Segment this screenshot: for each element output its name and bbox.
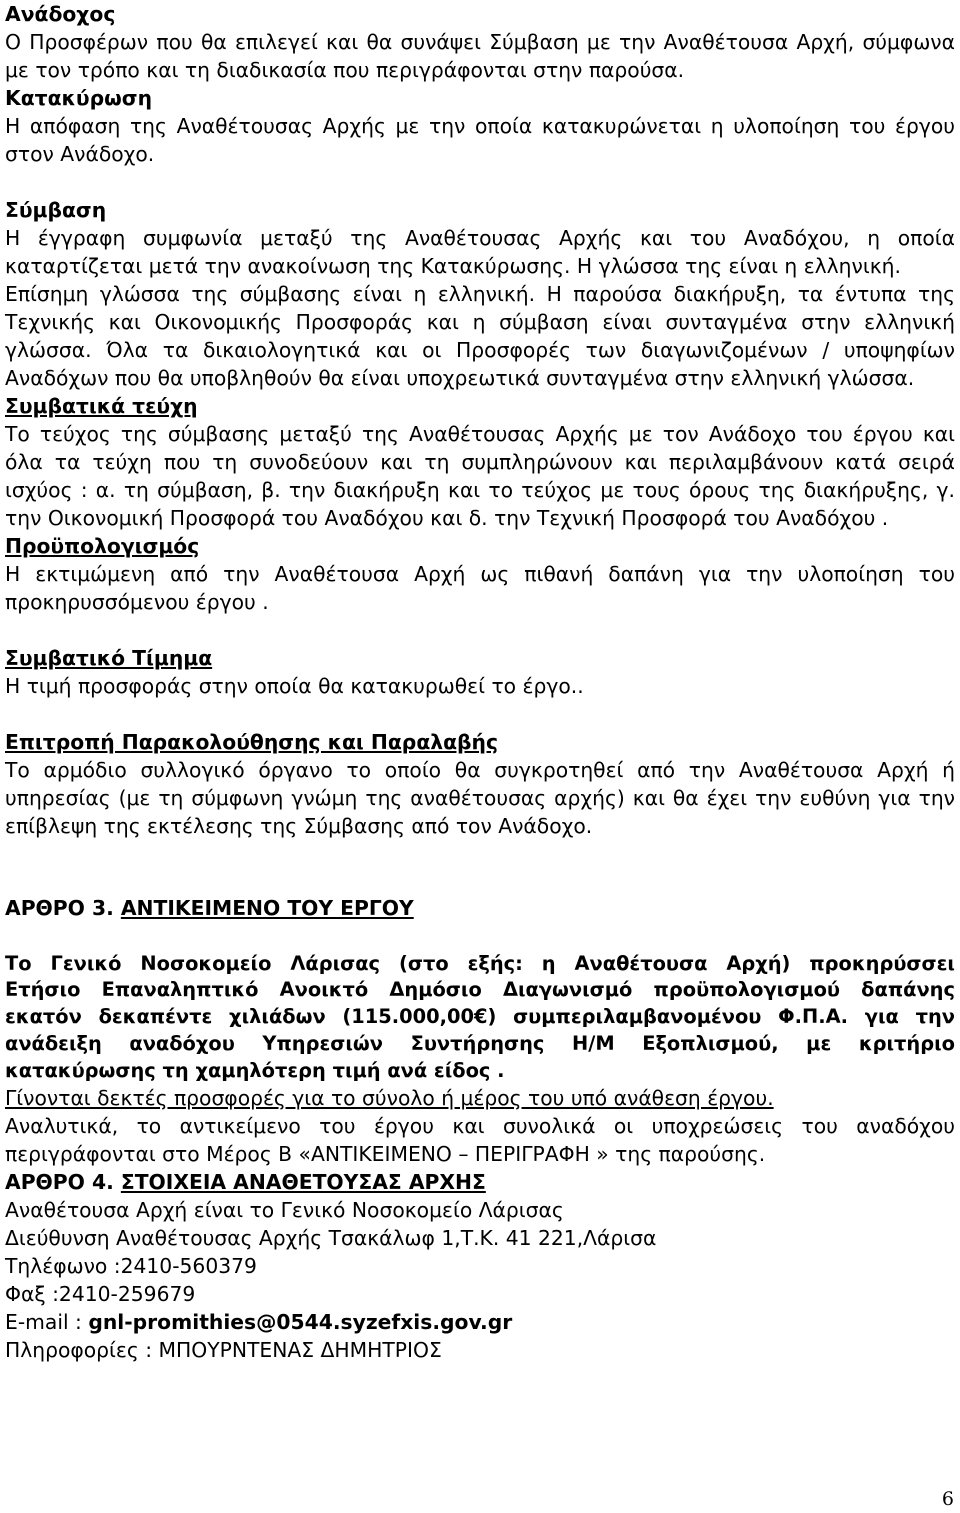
- info-line: Πληροφορίες : ΜΠΟΥΡΝΤΕΝΑΣ ΔΗΜΗΤΡΙΟΣ: [5, 1338, 442, 1362]
- heading-arthro-3: [5, 895, 955, 921]
- heading-arthro-4: [5, 1169, 955, 1195]
- arthro-3-number: ΑΡΘΡΟ 3.: [5, 896, 121, 920]
- arthro-3-bold-line-1: Το Γενικό Νοσοκομείο Λάρισας (στο εξής: η Αναθέτουσα Αρχή) προκηρύσσει: [5, 952, 955, 975]
- epitropi-line-2: υπηρεσίας (με τη σύμφωνη γνώμη της αναθέτουσας αρχής) και θα έχει την ευθύνη για την: [5, 786, 955, 810]
- tefxi-line-1: Το τεύχος της σύμβασης μεταξύ της Αναθέτουσας Αρχής με τον Ανάδοχο του έργου και: [5, 422, 955, 446]
- heading-symvatika-tefxi: Συμβατικά τεύχη: [5, 394, 198, 418]
- tefxi-line-3: ισχύος : α. τη σύμβαση, β. την διακήρυξη και το τεύχος με τους όρους της διακήρυξης, γ.: [5, 478, 955, 502]
- email-line: [5, 1309, 955, 1335]
- anadoxos-line-2: με τον τρόπο και τη διαδικασία που περιγράφονται στην παρούσα.: [5, 58, 685, 82]
- email-address[interactable]: gnl-promithies@0544.syzefxis.gov.gr: [88, 1310, 513, 1334]
- timima-line-1: Η τιμή προσφοράς στην οποία θα κατακυρωθεί το έργο..: [5, 674, 584, 698]
- heading-proypologismos: Προϋπολογισμός: [5, 534, 200, 558]
- phone-line: Τηλέφωνο :2410-560379: [5, 1254, 257, 1278]
- heading-epitropi: Επιτροπή Παρακολούθησης και Παραλαβής: [5, 730, 498, 754]
- symvasi-line-1: Η έγγραφη συμφωνία μεταξύ της Αναθέτουσας Αρχής και του Αναδόχου, η οποία: [5, 226, 955, 250]
- arthro-3-line-2: περιγράφονται στο Μέρος Β «ΑΝΤΙΚΕΙΜΕΝΟ – ΠΕΡΙΓΡΑΦΗ » της παρούσης.: [5, 1142, 766, 1166]
- page-number: 6: [941, 1488, 954, 1510]
- arthro-3-title: ΑΝΤΙΚΕΙΜΕΝΟ ΤΟΥ ΕΡΓΟΥ: [120, 896, 414, 920]
- heading-symvatiko-timima: Συμβατικό Τίμημα: [5, 646, 213, 670]
- arthro-4-number: ΑΡΘΡΟ 4.: [5, 1170, 121, 1194]
- authority-line: Αναθέτουσα Αρχή είναι το Γενικό Νοσοκομείο Λάρισας: [5, 1198, 564, 1222]
- symvasi-line-2: καταρτίζεται μετά την ανακοίνωση της Κατακύρωσης. Η γλώσσα της είναι η ελληνική.: [5, 254, 901, 278]
- arthro-3-bold-line-3: εκατόν δεκαπέντε χιλιάδων (115.000,00€) συμπεριλαμβανομένου Φ.Π.Α. για την: [5, 1005, 955, 1028]
- tefxi-line-4: την Οικονομική Προσφορά του Αναδόχου και δ. την Τεχνική Προσφορά του Αναδόχου .: [5, 506, 889, 530]
- proypologismos-line-2: προκηρυσσόμενου έργου .: [5, 590, 269, 614]
- epitropi-line-3: επίβλεψη της εκτέλεσης της Σύμβασης από τον Ανάδοχο.: [5, 814, 593, 838]
- symvasi-line-3: Επίσημη γλώσσα της σύμβασης είναι η ελληνική. Η παρούσα διακήρυξη, τα έντυπα της: [5, 282, 955, 306]
- arthro-3-bold-line-5: κατακύρωσης τη χαμηλότερη τιμή ανά είδος .: [5, 1059, 505, 1082]
- anadoxos-line-1: Ο Προσφέρων που θα επιλεγεί και θα συνάψει Σύμβαση με την Αναθέτουσα Αρχή, σύμφωνα: [5, 30, 955, 54]
- katakyrosi-line-1: Η απόφαση της Αναθέτουσας Αρχής με την οποία κατακυρώνεται η υλοποίηση του έργου: [5, 114, 955, 138]
- tefxi-line-2: όλα τα τεύχη που τη συνοδεύουν και τη συμπληρώνουν και περιλαμβάνουν κατά σειρά: [5, 450, 955, 474]
- heading-katakyrosi: Κατακύρωση: [5, 86, 153, 110]
- arthro-3-line-1: Αναλυτικά, το αντικείμενο του έργου και συνολικά οι υποχρεώσεις του αναδόχου: [5, 1114, 955, 1138]
- proypologismos-line-1: Η εκτιμώμενη από την Αναθέτουσα Αρχή ως πιθανή δαπάνη για την υλοποίηση του: [5, 562, 955, 586]
- arthro-3-bold-line-2: Ετήσιο Επαναληπτικό Ανοικτό Δημόσιο Διαγωνισμό προϋπολογισμού δαπάνης: [5, 978, 955, 1001]
- symvasi-line-5: γλώσσα. Όλα τα δικαιολογητικά και οι Προσφορές των διαγωνιζομένων / υποψηφίων: [5, 338, 955, 362]
- arthro-4-title: ΣΤΟΙΧΕΙΑ ΑΝΑΘΕΤΟΥΣΑΣ ΑΡΧΗΣ: [120, 1170, 486, 1194]
- symvasi-line-6: Αναδόχων που θα υποβληθούν θα είναι υποχρεωτικά συνταγμένα στην ελληνική γλώσσα.: [5, 366, 915, 390]
- email-label: E-mail :: [5, 1310, 89, 1334]
- symvasi-line-4: Τεχνικής και Οικονομικής Προσφοράς και η σύμβαση είναι συνταγμένα στην ελληνική: [5, 310, 955, 334]
- arthro-3-underlined-line: Γίνονται δεκτές προσφορές για το σύνολο ή μέρος του υπό ανάθεση έργου.: [5, 1086, 774, 1110]
- heading-anadoxos: Ανάδοχος: [5, 2, 116, 26]
- epitropi-line-1: Το αρμόδιο συλλογικό όργανο το οποίο θα συγκροτηθεί από την Αναθέτουσα Αρχή ή: [5, 758, 955, 782]
- heading-symvasi: Σύμβαση: [5, 198, 107, 222]
- arthro-3-bold-line-4: ανάδειξη αναδόχου Υπηρεσιών Συντήρησης Η/Μ Εξοπλισμού, με κριτήριο: [5, 1032, 955, 1055]
- katakyrosi-line-2: στον Ανάδοχο.: [5, 142, 155, 166]
- address-line: Διεύθυνση Αναθέτουσας Αρχής Τσακάλωφ 1,Τ.Κ. 41 221,Λάρισα: [5, 1226, 657, 1250]
- fax-line: Φαξ :2410-259679: [5, 1282, 196, 1306]
